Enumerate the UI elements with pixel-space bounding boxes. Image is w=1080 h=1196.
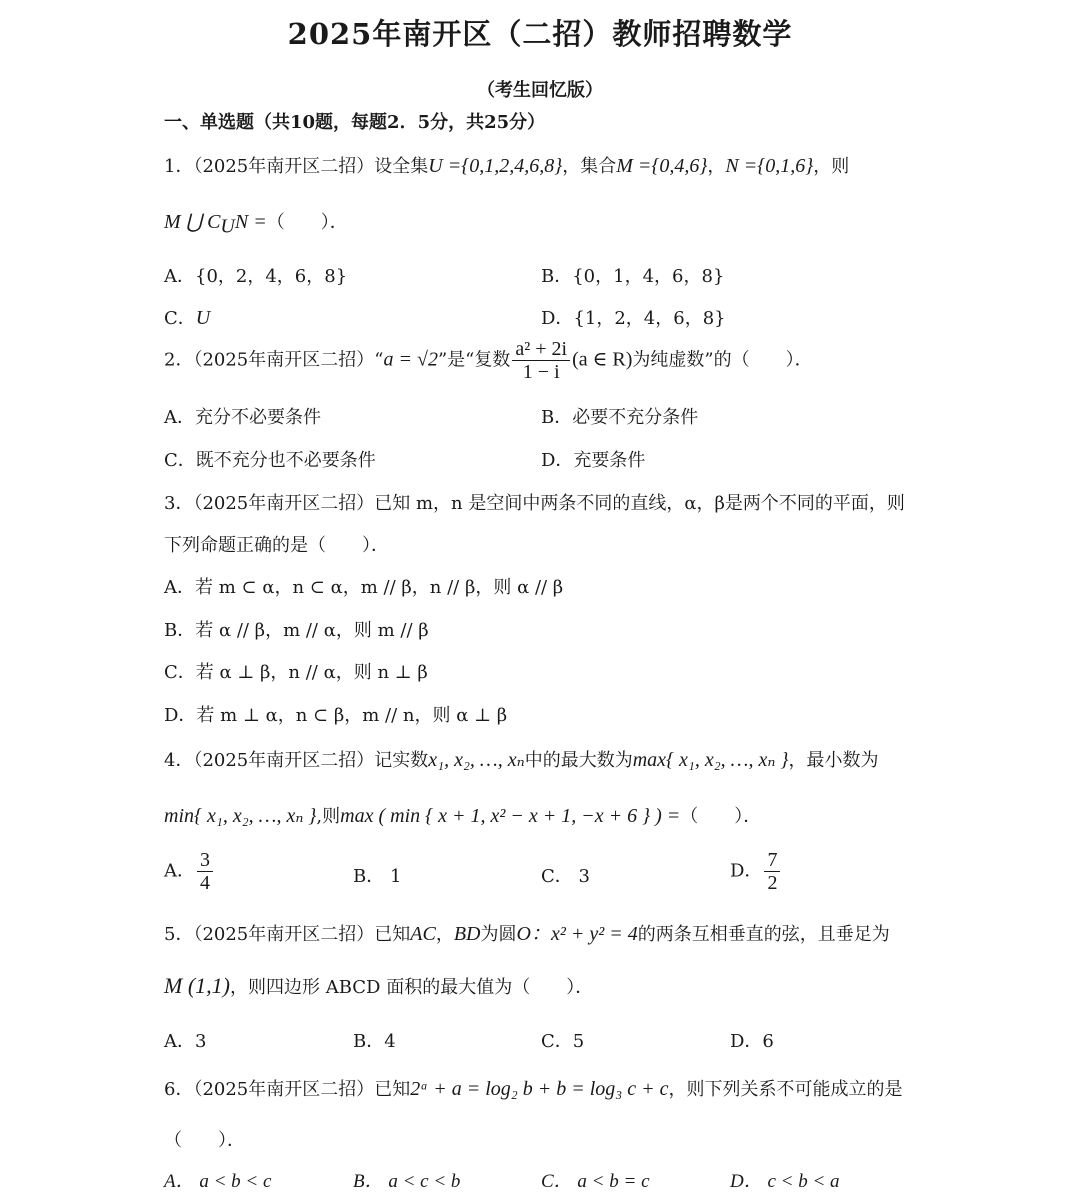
- question-3-line-1: 3．（2025年南开区二招）已知 m，n 是空间中两条不同的直线，α，β是两个不同的平面，则: [164, 493, 905, 514]
- q4-option-a-label: A．: [164, 860, 195, 882]
- question-1-line-2: [164, 208, 348, 239]
- q4-option-d: [730, 849, 782, 894]
- q1-expr: M ⋃ C: [164, 211, 221, 233]
- question-6-line-1: [164, 1075, 903, 1101]
- q1-option-c-label: C．: [164, 308, 196, 329]
- q2-lead: 2．（2025年南开区二招）“: [164, 349, 384, 371]
- question-5-line-2: [164, 973, 593, 999]
- q2-mid: ”是“复数: [437, 349, 511, 371]
- q4-paren: （ ）．: [680, 806, 762, 827]
- q5-foot-point: M (1,1): [164, 973, 230, 998]
- q6-option-c: C． a < b = c: [541, 1171, 650, 1192]
- q1-set-u: U ={0,1,2,4,6,8}: [428, 155, 563, 177]
- q4-option-b: B． 1: [353, 866, 402, 887]
- q5-option-c: C．5: [541, 1031, 585, 1052]
- page-subtitle: （考生回忆版）: [477, 80, 603, 101]
- q5-chord-bd: BD: [453, 923, 481, 945]
- q4-option-a-den: 4: [200, 872, 210, 894]
- q6-option-a: A． a < b < c: [164, 1171, 272, 1192]
- question-5-line-1: [164, 917, 890, 946]
- question-4-line-2: [164, 802, 761, 828]
- q1-option-a: A．{0，2，4，6，8}: [164, 266, 348, 287]
- q4-lead: 4．（2025年南开区二招）记实数: [164, 750, 429, 771]
- q2-tail: 为纯虚数”的（ ）．: [632, 349, 813, 371]
- q4-option-a-fraction: [197, 849, 213, 894]
- q4-option-d-fraction: [764, 849, 780, 894]
- q4-option-d-den: 2: [767, 872, 778, 894]
- q4-expression: max ( min { x + 1, x² − x + 1, −x + 6 } ) =: [340, 805, 681, 827]
- q6-expression: 2ᵃ + a = log₂ b + b = log₃ c + c: [410, 1078, 669, 1100]
- q4-option-c: C． 3: [541, 866, 590, 887]
- question-2: [164, 338, 813, 383]
- q1-expr-sub: U: [220, 215, 235, 238]
- q5-option-b: B．4: [353, 1031, 396, 1052]
- q1-option-d: D．{1，2，4，6，8}: [541, 308, 726, 329]
- q5-mid: 为圆: [480, 924, 517, 945]
- q1-option-c: [164, 304, 210, 330]
- q4-option-a: [164, 849, 215, 894]
- q6-tail: ，则下列关系不可能成立的是: [668, 1079, 903, 1100]
- q4-min-def: min{ x₁, x₂, …, xₙ }: [164, 805, 317, 827]
- q1-option-c-value: U: [195, 307, 211, 329]
- q1-paren: （ ）．: [266, 212, 348, 233]
- q4-mid2: ，最小数为: [788, 750, 879, 771]
- q2-option-a: A．充分不必要条件: [164, 407, 321, 428]
- q6-option-d: D． c < b < a: [730, 1171, 840, 1192]
- q2-domain: (a ∈ R): [572, 348, 633, 371]
- q1-tail: ，则: [813, 156, 850, 177]
- section-heading: 一、单选题（共10题，每题2．5分，共25分）: [164, 112, 546, 133]
- q3-option-b: B．若 α // β，m // α，则 m // β: [164, 620, 429, 641]
- question-3-line-2: 下列命题正确的是（ ）．: [164, 535, 389, 556]
- q1-set-n: N ={0,1,6}: [725, 155, 814, 177]
- q2-option-c: C．既不充分也不必要条件: [164, 450, 376, 471]
- q5-tail: 的两条互相垂直的弦，且垂足为: [637, 924, 890, 945]
- q2-option-d: D．充要条件: [541, 450, 646, 471]
- q1-mid: ，集合: [562, 156, 617, 177]
- q1-lead: 1．（2025年南开区二招）设全集: [164, 156, 429, 177]
- question-1-line-1: [164, 152, 849, 178]
- q1-set-m: M ={0,4,6}: [616, 155, 708, 177]
- q5-line2: ，则四边形 ABCD 面积的最大值为（ ）．: [229, 977, 594, 998]
- q5-circle-eq: x² + y² = 4: [550, 923, 638, 945]
- q2-condition: a = √2: [383, 348, 438, 371]
- q2-option-b: B．必要不充分条件: [541, 407, 699, 428]
- q1-option-b: B．{0，1，4，6，8}: [541, 266, 725, 287]
- q5-chord-ac: AC: [410, 923, 436, 945]
- q4-mid: 中的最大数为: [524, 750, 633, 771]
- q4-option-d-num: 7: [764, 849, 780, 872]
- q2-fraction-numerator: a² + 2i: [512, 338, 570, 361]
- q5-option-a: A．3: [164, 1031, 207, 1052]
- q5-option-d: D．6: [730, 1031, 774, 1052]
- q5-sep: ，: [435, 924, 454, 945]
- q4-max-def: max{ x₁, x₂, …, xₙ }: [632, 749, 789, 771]
- q4-then: ,则: [316, 806, 341, 827]
- question-6-line-2: （ ）．: [164, 1130, 245, 1151]
- q1-sep: ，: [707, 156, 726, 177]
- q4-option-d-label: D．: [730, 860, 763, 882]
- q6-option-b: B． a < c < b: [353, 1171, 461, 1192]
- question-4-line-1: [164, 746, 878, 772]
- q1-expr-rest: N =: [234, 211, 267, 233]
- q4-option-a-num: 3: [197, 849, 213, 872]
- q5-lead: 5．（2025年南开区二招）已知: [164, 924, 411, 945]
- q3-option-a: A．若 m ⊂ α，n ⊂ α，m // β，n // β，则 α // β: [164, 577, 564, 598]
- page-title: 2025年南开区（二招）教师招聘数学: [287, 17, 793, 51]
- q5-circle-name: O：: [516, 923, 551, 945]
- q2-fraction-denominator: 1 − i: [522, 361, 560, 383]
- q2-fraction: [512, 338, 570, 383]
- q6-lead: 6．（2025年南开区二招）已知: [164, 1079, 411, 1100]
- q3-option-c: C．若 α ⊥ β，n // α，则 n ⊥ β: [164, 662, 428, 683]
- q3-option-d: D．若 m ⊥ α，n ⊂ β，m // n，则 α ⊥ β: [164, 705, 508, 726]
- q4-vars: x₁, x₂, …, xₙ: [428, 749, 525, 771]
